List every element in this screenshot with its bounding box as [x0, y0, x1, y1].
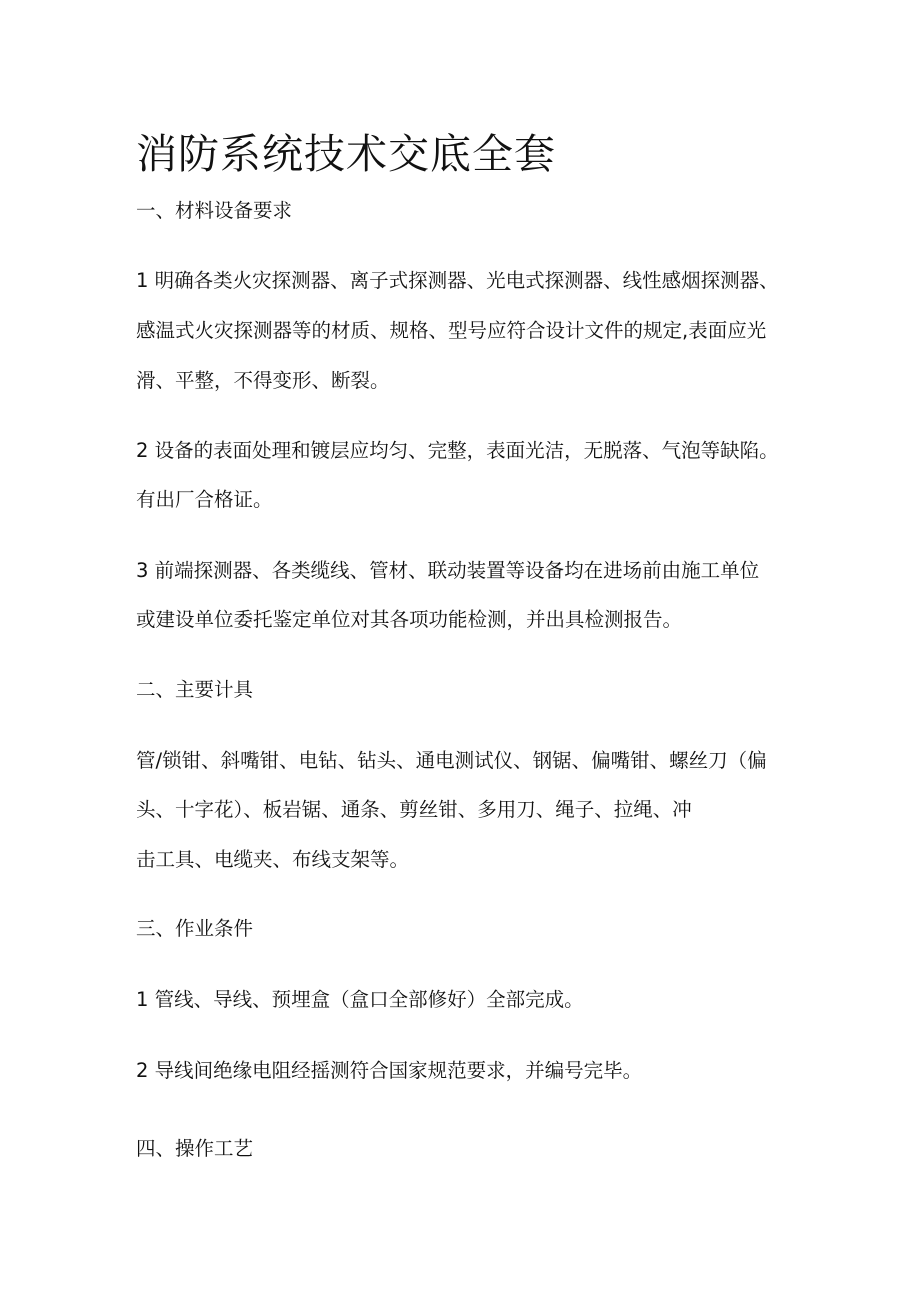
paragraph-line: 1 明确各类火灾探测器、离子式探测器、光电式探测器、线性感烟探测器、	[136, 269, 779, 292]
paragraph-line: 有出厂合格证。	[136, 488, 273, 511]
section-heading-tools: 二、主要计具	[136, 678, 254, 701]
paragraph-line: 1 管线、导线、预埋盒（盒口全部修好）全部完成。	[136, 988, 584, 1011]
section-heading-process: 四、操作工艺	[136, 1137, 254, 1160]
section-heading-materials: 一、材料设备要求	[136, 199, 293, 222]
paragraph-line: 感温式火灾探测器等的材质、规格、型号应符合设计文件的规定,表面应光	[136, 319, 767, 342]
paragraph-line: 头、十字花）、板岩锯、通条、剪丝钳、多用刀、绳子、拉绳、冲	[136, 798, 692, 821]
paragraph-line: 管/锁钳、斜嘴钳、电钻、钻头、通电测试仪、钢锯、偏嘴钳、螺丝刀（偏	[136, 749, 767, 772]
document-title: 消防系统技术交底全套	[136, 130, 556, 178]
paragraph-line: 或建设单位委托鉴定单位对其各项功能检测，并出具检测报告。	[136, 608, 683, 631]
paragraph-line: 击工具、电缆夹、布线支架等。	[136, 848, 410, 871]
paragraph-line: 2 设备的表面处理和镀层应均匀、完整，表面光洁，无脱落、气泡等缺陷。	[136, 439, 779, 462]
paragraph-line: 滑、平整，不得变形、断裂。	[136, 369, 390, 392]
paragraph-line: 3 前端探测器、各类缆线、管材、联动装置等设备均在进场前由施工单位	[136, 559, 760, 582]
paragraph-line: 2 导线间绝缘电阻经摇测符合国家规范要求，并编号完毕。	[136, 1059, 643, 1082]
section-heading-conditions: 三、作业条件	[136, 917, 254, 940]
